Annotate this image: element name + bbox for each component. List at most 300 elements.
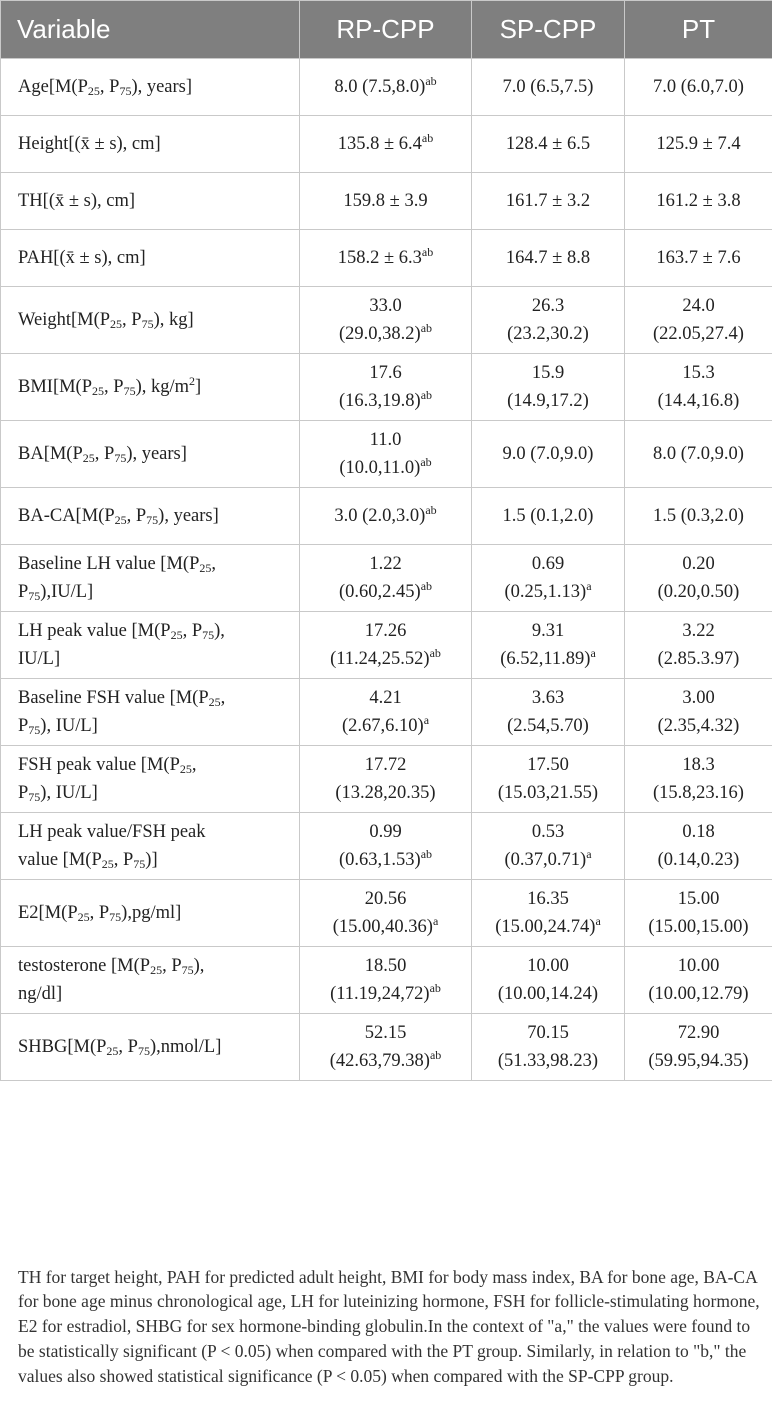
text-run: testosterone [M(P [18,956,151,976]
value-line [300,617,471,645]
text-run: (42.63,79.38) [329,1051,430,1071]
text-run: (11.19,24,72) [330,984,430,1004]
text-run: , P [113,850,134,870]
subscript: 25 [110,317,123,331]
value-line [300,818,471,846]
text-run: , [220,688,226,708]
table-row-baseline-lh [1,545,772,612]
text-run: 17.6 [369,363,402,383]
text-run: 24.0 [682,296,715,316]
value-line [300,645,471,673]
superscript: a [595,914,601,928]
text-run: 161.2 ± 3.8 [656,191,741,211]
superscript: a [590,646,596,660]
value-line [300,751,471,779]
value-line [300,426,471,454]
text-run: (15.00,15.00) [648,917,749,937]
table-row-ba [1,421,772,488]
text-run: (10.00,14.24) [497,984,599,1004]
superscript: ab [425,503,437,517]
value-cell-pt [625,545,772,612]
table-body [1,59,772,1081]
text-run: 163.7 ± 7.6 [656,248,741,268]
text-run: ), [214,621,225,641]
value-line [472,550,624,578]
value-line [300,578,471,606]
text-run: ), kg/m [135,377,190,397]
subscript: 75 [28,589,41,603]
text-run: BMI[M(P [18,377,93,397]
text-run: LH peak value [M(P [18,621,171,641]
value-cell-sp-cpp [472,59,625,116]
value-line [472,187,624,215]
value-cell-sp-cpp [472,947,625,1014]
value-cell-pt [625,116,772,173]
superscript: ab [420,847,433,861]
value-line [625,617,772,645]
value-line [472,779,624,807]
text-run: P [18,582,29,602]
value-line [472,684,624,712]
value-cell-rp-cpp [300,880,472,947]
value-line [472,502,624,530]
table-row-lh-fsh-ratio [1,813,772,880]
variable-cell [1,813,300,880]
superscript: ab [420,455,432,469]
text-run: 1.5 (0.1,2.0) [502,506,594,526]
text-run: 52.15 [364,1023,407,1043]
text-run: 0.69 [531,554,565,574]
value-line [300,292,471,320]
value-line [625,292,772,320]
value-cell-pt [625,173,772,230]
text-run: (22.05,27.4) [653,324,744,344]
text-run: SHBG[M(P [18,1037,107,1057]
value-line [625,818,772,846]
text-run: 7.0 (6.0,7.0) [653,77,744,97]
text-run: 1.5 (0.3,2.0) [653,506,744,526]
variable-cell [1,116,300,173]
subscript: 75 [28,790,41,804]
text-run: , P [118,1037,138,1057]
subscript: 75 [202,628,215,642]
value-line [472,818,624,846]
text-run: TH[(x̄ ± s), cm] [18,191,136,211]
text-run: 18.3 [682,755,715,775]
variable-cell [1,947,300,1014]
superscript: ab [429,646,441,660]
value-line [300,1019,471,1047]
value-line [625,1019,772,1047]
value-line [300,454,471,482]
value-cell-sp-cpp [472,545,625,612]
subscript: 75 [28,723,41,737]
variable-cell [1,287,300,354]
text-run: ), years] [126,444,187,464]
text-run: ), IU/L] [40,783,98,803]
text-run: 72.90 [677,1023,720,1043]
text-run: ), IU/L] [40,716,98,736]
value-cell-sp-cpp [472,746,625,813]
value-cell-rp-cpp [300,116,472,173]
text-run: 0.18 [682,822,715,842]
superscript: ab [429,1048,442,1062]
text-run: 164.7 ± 8.8 [505,248,591,268]
text-run: 7.0 (6.5,7.5) [502,77,594,97]
text-run: LH peak value/FSH peak [18,822,206,842]
value-line [625,320,772,348]
value-line [625,684,772,712]
text-run: 3.63 [531,688,565,708]
value-cell-rp-cpp [300,545,472,612]
text-run: (16.3,19.8) [338,391,421,411]
value-line [625,130,772,158]
table-row-ba-ca [1,488,772,545]
text-run: ), [193,956,205,976]
value-cell-pt [625,679,772,746]
value-line [472,73,624,101]
text-run: 16.35 [527,889,569,909]
value-line [472,751,624,779]
variable-cell [1,488,300,545]
text-run: 17.72 [364,755,407,775]
variable-cell [1,679,300,746]
value-line [472,320,624,348]
value-cell-rp-cpp [300,230,472,287]
text-run: 15.9 [531,363,565,383]
variable-cell [1,1014,300,1081]
text-run: 3.00 [682,688,715,708]
value-line [300,712,471,740]
subscript: 75 [146,513,159,527]
value-line [625,387,772,415]
text-run: (13.28,20.35) [335,783,436,803]
text-run: ng/dl] [18,984,63,1004]
text-run: ] [195,377,202,397]
text-run: (14.9,17.2) [507,391,589,411]
value-line [472,440,624,468]
value-cell-sp-cpp [472,612,625,679]
text-run: (11.24,25.52) [330,649,430,669]
text-run: 18.50 [364,956,407,976]
value-cell-rp-cpp [300,421,472,488]
value-line [472,885,624,913]
text-run: (10.0,11.0) [339,458,421,478]
value-line [300,952,471,980]
value-line [300,846,471,874]
subscript: 25 [114,513,127,527]
text-run: (2.54,5.70) [507,716,589,736]
subscript: 25 [199,561,212,575]
table-row-age [1,59,772,116]
value-cell-rp-cpp [300,679,472,746]
superscript: a [586,579,592,593]
value-line [472,387,624,415]
value-line [625,751,772,779]
variable-cell [1,59,300,116]
text-run: , P [104,377,124,397]
text-run: E2[M(P [18,903,78,923]
text-run: 1.22 [369,554,402,574]
subscript: 75 [123,384,136,398]
value-cell-sp-cpp [472,488,625,545]
value-line [300,550,471,578]
value-line [472,578,624,606]
value-line [625,846,772,874]
text-run: 8.0 (7.5,8.0) [334,77,426,97]
text-run: 26.3 [531,296,565,316]
text-run: (51.33,98.23) [497,1051,599,1071]
superscript: a [432,914,439,928]
table-row-weight [1,287,772,354]
text-run: (6.52,11.89) [500,649,591,669]
value-line [625,980,772,1008]
value-line [300,244,471,272]
text-run: , P [122,310,142,330]
table-footnote: TH for target height, PAH for predicted adult height, BMI for body mass index, BA for bone age, BA-CA for bone age minus chronological age, LH for luteinizing hormone, FSH for follicle-stimulating hormone, E2 for estradiol, SHBG for sex hormone-binding globulin.In the context of "a," the values were found to be statistically significant (P < 0.05) when compared with the PT group. Similarly, in relation to "b," the values also showed statistical significance (P < 0.05) when compared with the SP-CPP group. [18,1266,760,1386]
value-line [472,359,624,387]
text-run: 158.2 ± 6.3 [337,248,422,268]
text-run: Baseline LH value [M(P [18,554,200,574]
text-run: 33.0 [369,296,402,316]
value-line [625,550,772,578]
table-row-fsh-peak [1,746,772,813]
text-run: 0.53 [531,822,565,842]
value-line [625,578,772,606]
subscript: 25 [170,628,183,642]
table-row-shbg [1,1014,772,1081]
text-run: PAH[(x̄ ± s), cm] [18,248,146,268]
value-line [472,712,624,740]
value-cell-rp-cpp [300,173,472,230]
subscript: 75 [137,1044,150,1058]
text-run: 0.20 [682,554,715,574]
text-run: IU/L] [18,649,61,669]
value-line [472,1019,624,1047]
value-cell-sp-cpp [472,679,625,746]
text-run: (29.0,38.2) [338,324,421,344]
subscript: 75 [181,963,194,977]
text-run: )] [145,850,158,870]
text-run: 128.4 ± 6.5 [505,134,591,154]
value-cell-sp-cpp [472,230,625,287]
text-run: (15.00,24.74) [495,917,596,937]
text-run: 3.22 [682,621,715,641]
value-cell-rp-cpp [300,1014,472,1081]
text-run: (14.4,16.8) [657,391,740,411]
superscript: a [586,847,592,861]
header-row [1,1,772,59]
text-run: BA-CA[M(P [18,506,115,526]
text-run: (0.37,0.71) [504,850,587,870]
text-run: FSH peak value [M(P [18,755,180,775]
table-row-pah [1,230,772,287]
value-line [625,712,772,740]
text-run: (15.00,40.36) [332,917,433,937]
text-run: (0.25,1.13) [504,582,587,602]
value-cell-rp-cpp [300,746,472,813]
subscript: 25 [150,963,163,977]
subscript: 75 [141,317,154,331]
header-pt: PT [625,1,772,59]
subscript: 75 [133,857,146,871]
value-cell-sp-cpp [472,287,625,354]
subscript: 25 [101,857,114,871]
superscript: ab [425,74,437,88]
value-line [300,130,471,158]
value-line [472,980,624,1008]
text-run: (23.2,30.2) [507,324,589,344]
text-run: BA[M(P [18,444,83,464]
value-cell-pt [625,612,772,679]
text-run: Baseline FSH value [M(P [18,688,209,708]
text-run: (2.35,4.32) [657,716,740,736]
value-line [300,980,471,1008]
text-run: (2.67,6.10) [341,716,424,736]
value-line [300,73,471,101]
table-row-testosterone [1,947,772,1014]
variable-cell [1,354,300,421]
value-line [472,846,624,874]
text-run: , [211,554,216,574]
text-run: 3.0 (2.0,3.0) [334,506,426,526]
text-run: ), years] [131,77,193,97]
value-cell-rp-cpp [300,488,472,545]
value-cell-pt [625,354,772,421]
text-run: 20.56 [364,889,407,909]
superscript: 2 [189,374,196,388]
value-cell-pt [625,230,772,287]
value-cell-rp-cpp [300,59,472,116]
table-row-height [1,116,772,173]
value-line [472,913,624,941]
text-run: 159.8 ± 3.9 [343,191,428,211]
value-line [300,913,471,941]
table-row-th [1,173,772,230]
value-cell-pt [625,287,772,354]
superscript: ab [429,981,441,995]
text-run: ),nmol/L] [149,1037,222,1057]
text-run: , P [94,444,115,464]
value-cell-pt [625,488,772,545]
value-cell-rp-cpp [300,287,472,354]
value-line [472,617,624,645]
superscript: ab [421,245,434,259]
text-run: 10.00 [527,956,569,976]
value-cell-sp-cpp [472,1014,625,1081]
value-line [625,244,772,272]
text-run: 9.0 (7.0,9.0) [502,444,594,464]
value-cell-sp-cpp [472,421,625,488]
value-line [625,913,772,941]
text-run: 0.99 [369,822,402,842]
value-cell-pt [625,746,772,813]
text-run: P [18,716,29,736]
value-line [300,502,471,530]
text-run: (0.63,1.53) [338,850,421,870]
value-line [300,187,471,215]
value-cell-pt [625,1014,772,1081]
text-run: 135.8 ± 6.4 [337,134,422,154]
subscript: 25 [92,384,105,398]
value-line [300,684,471,712]
superscript: a [423,713,430,727]
text-run: 10.00 [677,956,720,976]
header-rp-cpp: RP-CPP [300,1,472,59]
value-line [625,73,772,101]
subscript: 25 [87,84,100,98]
value-line [300,320,471,348]
subscript: 75 [114,451,127,465]
text-run: (0.20,0.50) [657,582,740,602]
value-cell-sp-cpp [472,173,625,230]
value-cell-rp-cpp [300,354,472,421]
text-run: 17.26 [364,621,407,641]
value-line [625,885,772,913]
value-cell-sp-cpp [472,116,625,173]
subscript: 25 [179,762,192,776]
text-run: 15.3 [682,363,715,383]
text-run: , P [99,77,120,97]
variable-cell [1,880,300,947]
text-run: Height[(x̄ ± s), cm] [18,134,161,154]
value-line [300,387,471,415]
superscript: ab [420,388,433,402]
variable-cell [1,421,300,488]
value-cell-pt [625,59,772,116]
value-line [472,292,624,320]
value-line [472,952,624,980]
value-cell-rp-cpp [300,947,472,1014]
value-cell-pt [625,421,772,488]
variable-cell [1,612,300,679]
text-run: , P [89,903,110,923]
table-row-baseline-fsh [1,679,772,746]
value-line [625,1047,772,1075]
text-run: 15.00 [677,889,720,909]
variable-cell [1,230,300,287]
text-run: (0.14,0.23) [657,850,740,870]
value-line [300,885,471,913]
text-run: , P [126,506,147,526]
value-cell-pt [625,880,772,947]
text-run: 4.21 [369,688,402,708]
value-cell-rp-cpp [300,813,472,880]
variable-cell [1,545,300,612]
value-cell-pt [625,813,772,880]
text-run: 161.7 ± 3.2 [505,191,591,211]
header-variable: Variable [1,1,300,59]
text-run: 8.0 (7.0,9.0) [653,444,744,464]
text-run: ), kg] [153,310,194,330]
value-line [625,502,772,530]
value-line [472,244,624,272]
text-run: 70.15 [527,1023,569,1043]
subscript: 75 [119,84,132,98]
value-cell-sp-cpp [472,880,625,947]
text-run: , P [162,956,182,976]
header-sp-cpp: SP-CPP [472,1,625,59]
text-run: Weight[M(P [18,310,111,330]
value-line [300,1047,471,1075]
superscript: ab [420,321,433,335]
value-line [625,440,772,468]
value-cell-sp-cpp [472,813,625,880]
value-line [625,645,772,673]
value-cell-rp-cpp [300,612,472,679]
text-run: 9.31 [531,621,565,641]
value-cell-pt [625,947,772,1014]
